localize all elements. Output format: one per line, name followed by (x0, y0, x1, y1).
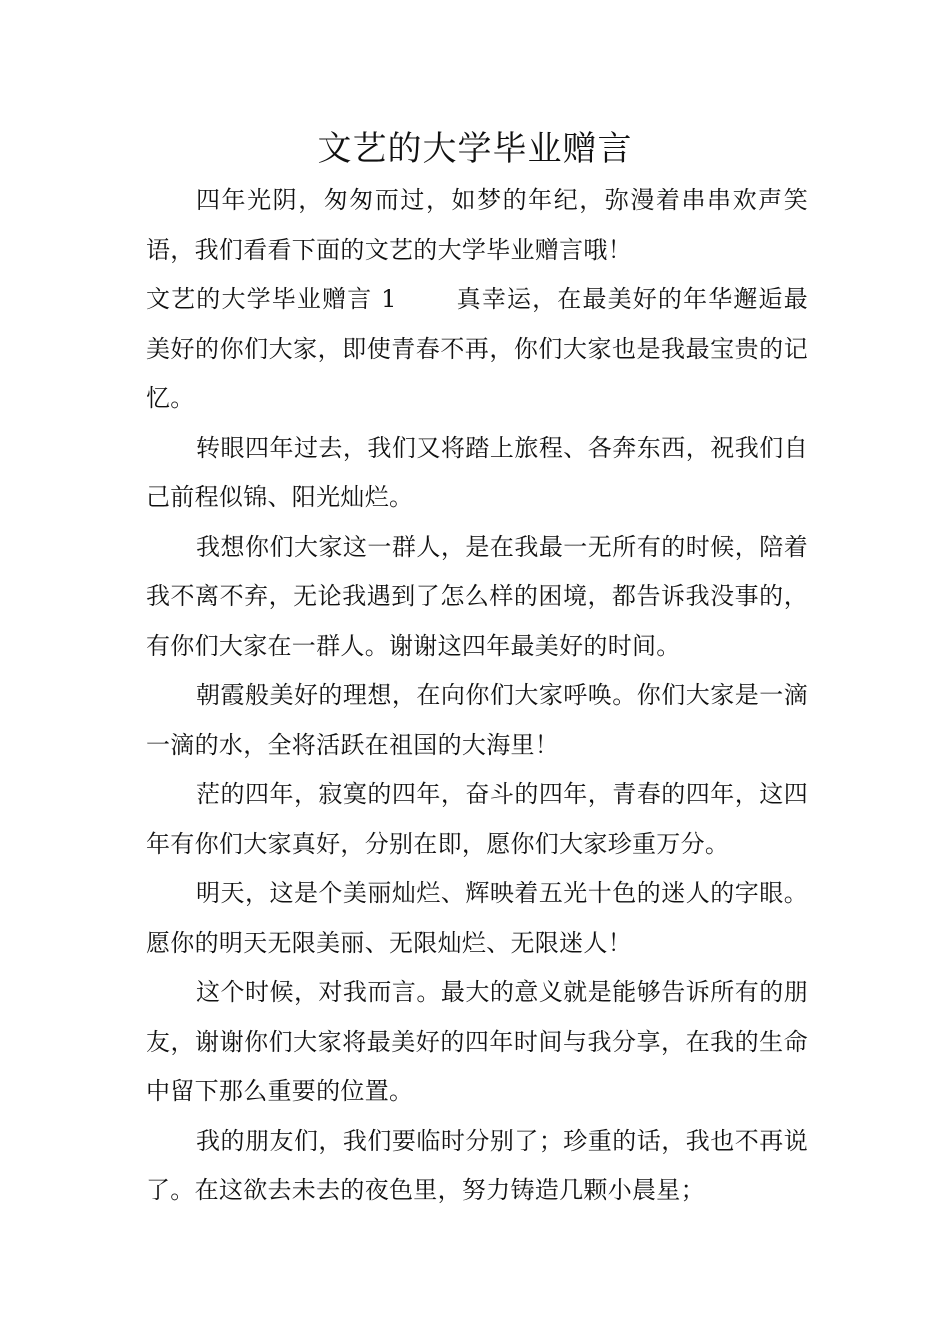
paragraph: 这个时候，对我而言。最大的意义就是能够告诉所有的朋友，谢谢你们大家将最美好的四年时间与我分享，在我的生命中留下那么重要的位置。 (146, 978, 808, 1105)
document-title: 文艺的大学毕业赠言 (317, 129, 633, 169)
paragraph: 茫的四年，寂寞的四年，奋斗的四年，青春的四年，这四年有你们大家真好，分别在即，愿你们大家珍重万分。 (146, 780, 808, 858)
paragraph: 明天，这是个美丽灿烂、辉映着五光十色的迷人的字眼。愿你的明天无限美丽、无限灿烂、无限迷人！ (146, 879, 808, 957)
paragraph: 文艺的大学毕业赠言 1 真幸运，在最美好的年华邂逅最美好的你们大家，即使青春不再，你们大家也是我最宝贵的记忆。 (146, 285, 808, 412)
paragraph: 转眼四年过去，我们又将踏上旅程、各奔东西，祝我们自己前程似锦、阳光灿烂。 (146, 433, 808, 511)
paragraph: 四年光阴，匆匆而过，如梦的年纪，弥漫着串串欢声笑语，我们看看下面的文艺的大学毕业赠言哦！ (146, 186, 808, 264)
paragraph: 我的朋友们，我们要临时分别了；珍重的话，我也不再说了。在这欲去未去的夜色里，努力铸造几颗小晨星； (146, 1126, 808, 1204)
paragraph: 我想你们大家这一群人，是在我最一无所有的时候，陪着我不离不弃，无论我遇到了怎么样的困境，都告诉我没事的，有你们大家在一群人。谢谢这四年最美好的时间。 (146, 532, 808, 660)
paragraph: 朝霞般美好的理想，在向你们大家呼唤。你们大家是一滴一滴的水，全将活跃在祖国的大海里！ (146, 681, 808, 759)
document-body (146, 176, 808, 1216)
